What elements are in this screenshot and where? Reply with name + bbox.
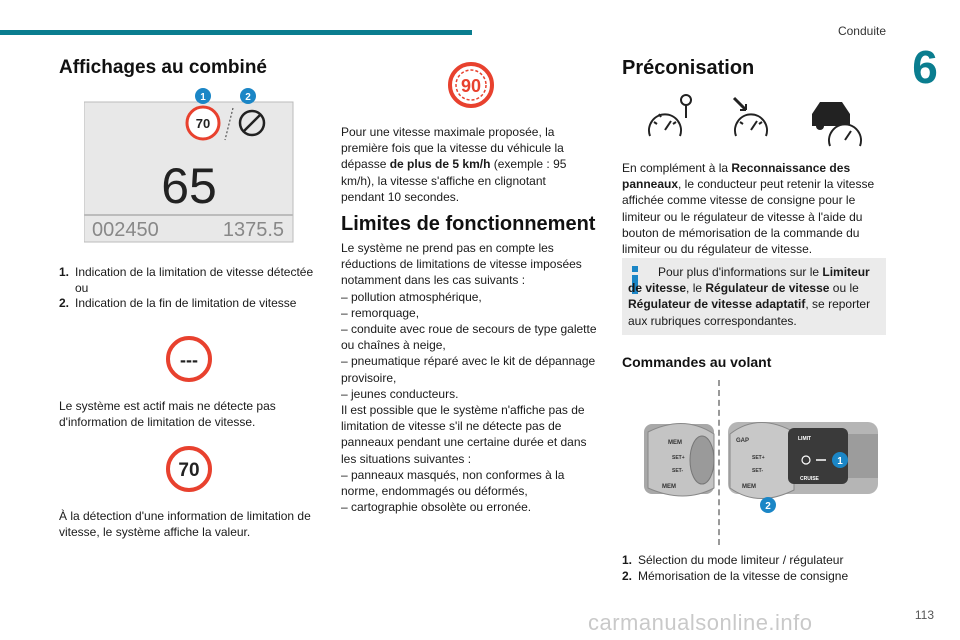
list-item: – pollution atmosphérique,: [341, 289, 482, 304]
cluster-speed: 65: [161, 158, 217, 214]
cruise-control-icon: [734, 98, 767, 136]
stalk-marker-2-badge: [760, 497, 776, 513]
steering-stalk-illustration: [644, 404, 884, 516]
svg-text:2: 2: [245, 92, 251, 103]
list-item: 1. Sélection du mode limiteur / régulateur: [622, 553, 844, 567]
list-item: – panneaux masqués, non conformes à la norme, endommagés ou déformés,: [341, 467, 565, 499]
svg-text:90: 90: [460, 76, 482, 96]
paragraph-inactive: Le système est actif mais ne détecte pas d'information de limitation de vitesse.: [59, 399, 276, 430]
info-note-text: Pour plus d'informations sur le Limiteur de vitesse, le Régulateur de vitesse ou le Régulateur de vitesse adaptatif, se reporter aux rubriques correspondantes.: [628, 265, 871, 328]
svg-text:SET-: SET-: [672, 468, 684, 474]
marker-1-badge: [195, 88, 211, 104]
marker-2-badge: [240, 88, 256, 104]
svg-text:---: ---: [180, 350, 198, 370]
limits-body: Le système ne prend pas en compte les réductions de limitations de vitesse imposées notamment dans les cas suivants : – pollution atmosphérique, – remorquage, – conduite avec roue de secours de type galette ou chaînes à neige, – pneumatique réparé avec le kit de dépannage provisoire, – jeunes conducteurs. Il est possible que le système n'affiche pas de limitation de vitesse s'il ne détecte pas de panneaux pendant une certaine durée et dans les situations suivantes : – panneaux masqués, non conformes à la norme, endommagés ou déformés, – cartographie obsolète ou erronée.: [341, 240, 603, 515]
svg-text:1: 1: [837, 456, 843, 467]
cluster-limit-value: 70: [195, 116, 211, 131]
limit-70-sign-icon: [164, 444, 214, 494]
adaptive-cruise-icon: [812, 102, 861, 146]
section-heading-limites: Limites de fonctionnement: [341, 213, 596, 235]
speed-icons-row: [646, 92, 866, 152]
speed-limiter-icon: [649, 95, 691, 136]
no-limit-sign-icon: [164, 334, 214, 384]
section-heading-affichages: Affichages au combiné: [59, 57, 267, 78]
svg-text:MEM: MEM: [742, 484, 756, 490]
svg-text:SET+: SET+: [752, 455, 765, 461]
list-item: 2. Indication de la fin de limitation de vitesse: [59, 296, 297, 310]
watermark-text: carmanualsonline.info: [588, 610, 813, 635]
limit-90-flashing-sign-icon: [446, 60, 496, 110]
svg-text:GAP: GAP: [736, 438, 750, 444]
stalk-marker-1-badge: [832, 452, 848, 468]
svg-text:MEM: MEM: [662, 484, 676, 490]
page-number: 113: [914, 608, 934, 622]
instrument-cluster-illustration: [84, 86, 294, 246]
list-item: 2. Mémorisation de la vitesse de consigne: [622, 568, 849, 583]
list-item: – remorquage,: [341, 305, 420, 320]
info-note-box: [622, 258, 886, 335]
svg-text:SET-: SET-: [752, 468, 764, 474]
paragraph-flashing: Pour une vitesse maximale proposée, la première fois que la vitesse du véhicule la dépasse de plus de 5 km/h (exemple : 95 km/h), la vitesse s'affiche en clignotant pendant 10 secondes.: [341, 125, 567, 204]
svg-text:SET+: SET+: [672, 455, 685, 461]
section-heading-preconisation: Préconisation: [622, 57, 755, 79]
stalk-left-view: [644, 423, 714, 496]
svg-text:70: 70: [178, 460, 200, 481]
header-accent-bar: [0, 30, 472, 35]
stalk-legend-list: [622, 553, 886, 584]
svg-text:LIMIT: LIMIT: [798, 436, 812, 442]
list-item: – pneumatique réparé avec le kit de dépannage provisoire,: [341, 354, 596, 385]
svg-text:1: 1: [200, 92, 206, 103]
svg-text:CRUISE: CRUISE: [800, 476, 819, 482]
list-item: – conduite avec roue de secours de type galette ou chaînes à neige,: [341, 322, 597, 353]
cluster-odometer: 002450: [92, 219, 159, 241]
running-header: Conduite: [837, 24, 886, 38]
paragraph-preconisation: En complément à la Reconnaissance des panneaux, le conducteur peut retenir la vitesse affichée comme vitesse de consigne pour le limiteur ou le régulateur de vitesse à l'aide du bouton de mémorisation de la commande du limiteur ou du régulateur de vitesse.: [622, 161, 875, 257]
cluster-trip: 1375.5: [222, 219, 284, 241]
stalk-right-view: [728, 422, 878, 513]
paragraph-detection: À la détection d'une information de limitation de vitesse, le système affiche la valeur.: [59, 509, 311, 540]
cluster-legend-list: [59, 265, 329, 312]
list-item: 1. Indication de la limitation de vitesse détectée ou: [59, 265, 314, 295]
list-item: – jeunes conducteurs.: [341, 386, 459, 401]
svg-text:2: 2: [765, 501, 771, 512]
limit-70-icon: [187, 107, 219, 139]
svg-text:MEM: MEM: [668, 440, 682, 446]
subheading-commandes: Commandes au volant: [622, 354, 772, 370]
chapter-number: 6: [912, 41, 938, 93]
list-item: – cartographie obsolète ou erronée.: [341, 500, 532, 515]
